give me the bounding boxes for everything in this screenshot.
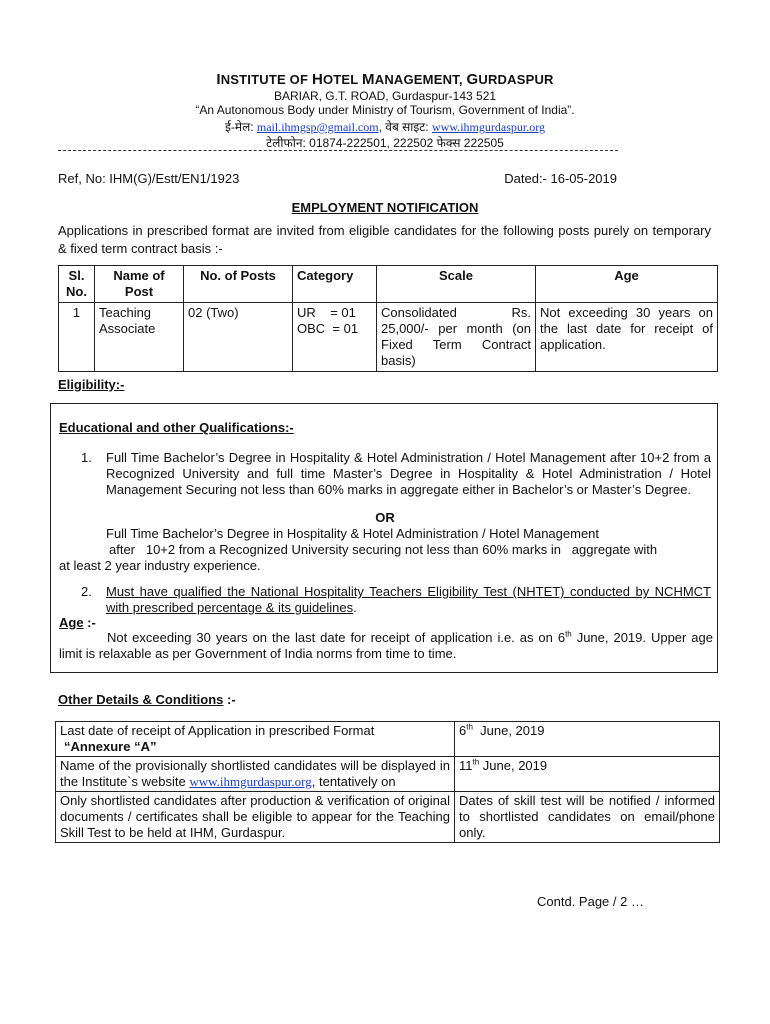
reference-number: Ref, No: IHM(G)/Estt/EN1/1923 <box>58 171 240 186</box>
notification-title: EMPLOYMENT NOTIFICATION <box>291 200 479 215</box>
or-separator: OR <box>375 510 395 525</box>
table-row <box>56 792 720 843</box>
col-sl-no: Sl. No. <box>59 266 95 303</box>
col-name-of-post: Name of Post <box>95 266 184 303</box>
detail-left: Name of the provisionally shortlisted candidates will be displayed in the Institute`s website www.ihmgurdaspur.org, tentatively on <box>56 757 455 792</box>
col-category: Category <box>293 266 377 303</box>
detail-right: Dates of skill test will be notified / informed to shortlisted candidates on email/phone only. <box>455 792 720 843</box>
eligibility-heading: Eligibility:- <box>58 377 125 392</box>
email-label: ई-मेल: <box>225 120 254 134</box>
qualifications-heading: Educational and other Qualifications:- <box>59 420 294 435</box>
website-label: , वेब साइट: <box>378 120 429 134</box>
age-text: Not exceeding 30 years on the last date for receipt of application i.e. as on 6th June, 2019. Upper age limit is relaxable as per Government of India norms from time to time. <box>59 629 713 661</box>
posts-table <box>58 265 718 372</box>
qualification-item-2: 2. Must have qualified the National Hospitality Teachers Eligibility Test (NHTET) conducted by NCHMCT with prescribed percentage & its guidelines. <box>81 584 711 615</box>
institute-address: BARIAR, G.T. ROAD, Gurdaspur-143 521 <box>273 89 497 103</box>
table-row <box>56 722 720 757</box>
header-divider <box>58 150 618 151</box>
website-link[interactable]: www.ihmgurdaspur.org <box>431 120 545 134</box>
detail-left: Last date of receipt of Application in prescribed Format “Annexure “A” <box>56 722 455 757</box>
qualifications-box <box>50 403 718 673</box>
cell-scale: Consolidated Rs. 25,000/- per month (on Fixed Term Contract basis) <box>377 303 536 372</box>
intro-paragraph: Applications in prescribed format are invited from eligible candidates for the following posts purely on temporary & fixed term contract basis :- <box>58 223 711 256</box>
table-row <box>56 757 720 792</box>
cell-age: Not exceeding 30 years on the last date for receipt of application. <box>536 303 718 372</box>
website-link[interactable]: www.ihmgurdaspur.org <box>189 774 312 789</box>
col-age: Age <box>536 266 718 303</box>
posts-table-header <box>59 266 718 303</box>
institute-title: INSTITUTE OF HOTEL MANAGEMENT, GURDASPUR <box>216 71 554 88</box>
institute-tagline: “An Autonomous Body under Ministry of Tourism, Government of India”. <box>195 103 575 117</box>
other-details-heading: Other Details & Conditions :- <box>58 692 236 707</box>
category-ur: UR = 01 <box>297 305 356 320</box>
continued-note: Contd. Page / 2 … <box>537 894 644 909</box>
detail-right: 11th June, 2019 <box>455 757 720 792</box>
details-table <box>55 721 720 843</box>
cell-category <box>293 303 377 372</box>
alt-qualification-line-2: after 10+2 from a Recognized University securing not less than 60% marks in aggregate with <box>109 542 658 557</box>
cell-sl: 1 <box>59 303 95 372</box>
detail-left: Only shortlisted candidates after production & verification of original documents / certificates shall be eligible to appear for the Teaching Skill Test to be held at IHM, Gurdaspur. <box>56 792 455 843</box>
contact-email-website <box>0 118 770 135</box>
alt-qualification-line-1: Full Time Bachelor’s Degree in Hospitality & Hotel Administration / Hotel Management <box>106 526 600 541</box>
col-no-of-posts: No. of Posts <box>184 266 293 303</box>
category-obc: OBC = 01 <box>297 321 359 336</box>
table-row <box>59 303 718 372</box>
date: Dated:- 16-05-2019 <box>504 171 617 186</box>
age-heading: Age :- <box>59 615 96 630</box>
detail-right: 6th June, 2019 <box>455 722 720 757</box>
cell-num-posts: 02 (Two) <box>184 303 293 372</box>
cell-post-name: Teaching Associate <box>95 303 184 372</box>
contact-phone: टेलीफोन: 01874-222501, 222502 फेक्स 222505 <box>266 136 504 150</box>
col-scale: Scale <box>377 266 536 303</box>
alt-qualification-line-3: at least 2 year industry experience. <box>59 558 261 573</box>
qualification-item-1: 1. Full Time Bachelor’s Degree in Hospitality & Hotel Administration / Hotel Management after 10+2 from a Recognized University and full time Master’s Degree in Hospitality & Hotel Administration / Hotel Management Securing not less than 60% marks in aggregate either in Bachelor’s or Master’s Degree. <box>81 450 711 497</box>
email-link[interactable]: mail.ihmgsp@gmail.com <box>256 120 379 134</box>
